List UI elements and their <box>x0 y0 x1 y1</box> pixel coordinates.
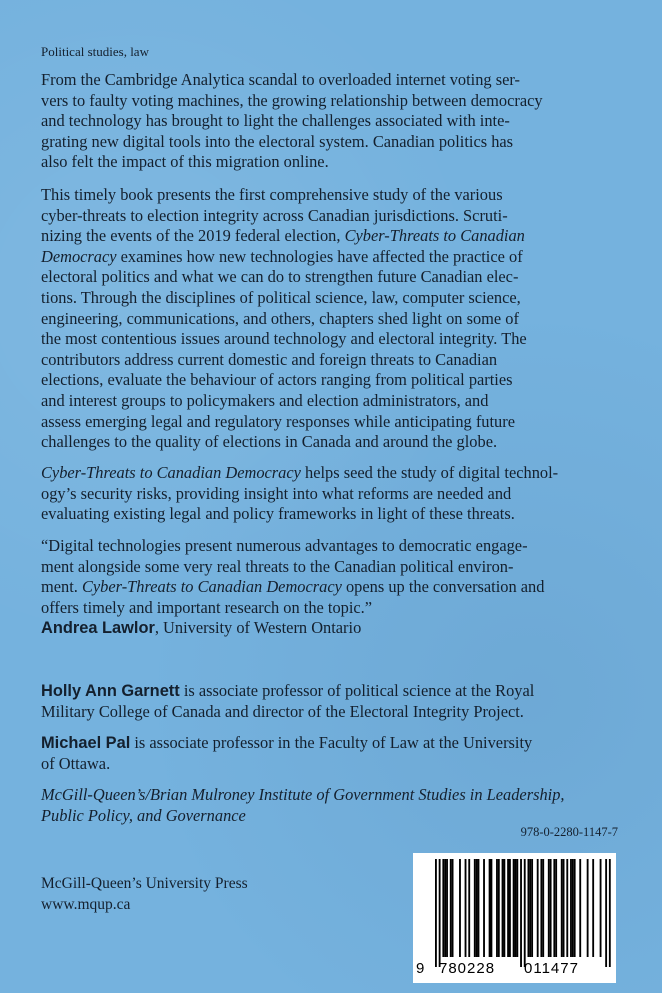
text-line: grating new digital tools into the electoral system. Canadian politics has <box>41 131 514 151</box>
text-line: of Ottawa. <box>41 753 111 773</box>
text-line: cyber-threats to election integrity across Canadian jurisdictions. Scruti- <box>41 205 508 225</box>
barcode-bar <box>459 859 461 957</box>
barcode-bar <box>542 859 544 957</box>
barcode-bar <box>570 859 572 957</box>
description-paragraph-1 <box>41 70 631 173</box>
book-title: Cyber-Threats to Canadian Democracy <box>81 577 342 597</box>
editor-bio-2 <box>41 733 631 774</box>
barcode-bar <box>498 859 500 957</box>
book-title: Cyber-Threats to Canadian <box>344 226 525 246</box>
description-paragraph-3 <box>41 463 631 525</box>
text-line: also felt the impact of this migration online. <box>41 152 329 172</box>
text-line: From the Cambridge Analytica scandal to overloaded internet voting ser- <box>41 70 520 89</box>
text-line: tions. Through the disciplines of political science, law, computer science, <box>41 287 521 307</box>
text-line: assess emerging legal and regulatory responses while anticipating future <box>41 411 515 431</box>
barcode-bar <box>515 859 517 957</box>
barcode-bar <box>489 859 491 957</box>
isbn-number: 978-0-2280-1147-7 <box>520 825 618 839</box>
barcode-bar <box>540 859 542 957</box>
description-paragraph-2 <box>41 185 631 453</box>
barcode-bar <box>529 859 531 957</box>
barcode-bar <box>452 859 454 957</box>
barcode-right-digits: 011477 <box>524 960 579 977</box>
category-label: Political studies, law <box>41 44 149 59</box>
text-line: elections, evaluate the behaviour of actors ranging from political parties <box>41 370 513 390</box>
barcode-bar <box>550 859 552 957</box>
text-line: McGill-Queen’s/Brian Mulroney Institute of Government Studies in Leadership, <box>41 785 565 804</box>
barcode-bar <box>435 859 437 967</box>
barcode-bar <box>537 859 539 957</box>
barcode-bar <box>566 859 568 957</box>
barcode-bar <box>516 859 518 957</box>
text-line: vers to faulty voting machines, the growing relationship between democracy <box>41 90 543 110</box>
barcode-left-digits: 780228 <box>439 960 496 977</box>
barcode-bar <box>502 859 504 957</box>
endorser-name: Andrea Lawlor <box>41 619 155 638</box>
editor-name: Holly Ann Garnett <box>41 682 180 700</box>
barcode-bar <box>442 859 444 957</box>
endorsement-quote <box>41 536 631 639</box>
barcode-bar <box>592 859 594 957</box>
text-line: Public Policy, and Governance <box>41 805 246 825</box>
text-line: ogy’s security risks, providing insight into what reforms are needed and <box>41 483 512 503</box>
publisher-name: McGill-Queen’s University Press <box>41 875 248 892</box>
barcode-bar <box>609 859 611 967</box>
editor-bio-1 <box>41 681 631 722</box>
barcode <box>413 853 616 983</box>
publisher-url: www.mqup.ca <box>41 896 131 913</box>
barcode-bar <box>524 859 526 967</box>
text-line: Cyber-Threats to Canadian Democracy helps seed the study of digital technol- <box>41 463 559 482</box>
barcode-bar <box>561 859 563 957</box>
barcode-bar <box>483 859 485 957</box>
barcode-bar <box>507 859 509 957</box>
barcode-bar <box>531 859 533 957</box>
publisher-block <box>41 873 248 915</box>
editor-name: Michael Pal <box>41 734 131 752</box>
barcode-bar <box>513 859 515 957</box>
text-line: Democracy examines how new technologies have affected the practice of <box>41 246 523 266</box>
barcode-bar <box>563 859 565 957</box>
text-line: evaluating existing legal and policy frameworks in light of these threats. <box>41 504 515 524</box>
barcode-bar <box>587 859 589 957</box>
text-line: and technology has brought to light the challenges associated with inte- <box>41 111 510 131</box>
barcode-bar <box>476 859 478 957</box>
barcode-bar <box>572 859 574 957</box>
barcode-bar <box>503 859 505 957</box>
text-line: electoral politics and what we can do to strengthen future Canadian elec- <box>41 267 519 287</box>
barcode-bar <box>555 859 557 957</box>
barcode-bar <box>520 859 522 967</box>
text-line: engineering, communications, and others, chapters shed light on some of <box>41 308 519 328</box>
barcode-bar <box>474 859 476 957</box>
text-line: This timely book presents the first comprehensive study of the various <box>41 185 503 204</box>
text-line: Michael Pal is associate professor in the Faculty of Law at the University <box>41 733 533 752</box>
barcode-bar <box>579 859 581 957</box>
barcode-bar <box>509 859 511 957</box>
text-line: ment alongside some very real threats to the Canadian political environ- <box>41 556 514 576</box>
barcode-bar <box>465 859 467 957</box>
barcode-bar <box>450 859 452 957</box>
text-line: offers timely and important research on the topic.” <box>41 597 373 617</box>
text-line: nizing the events of the 2019 federal election, Cyber-Threats to Canadian <box>41 226 525 246</box>
text-line: contributors address current domestic and foreign threats to Canadian <box>41 349 498 369</box>
barcode-bar <box>574 859 576 957</box>
barcode-bar <box>491 859 493 957</box>
barcode-bar <box>548 859 550 957</box>
book-title: Cyber-Threats to Canadian Democracy <box>41 463 301 482</box>
text-line: challenges to the quality of elections in Canada and around the globe. <box>41 432 498 452</box>
text-line: “Digital technologies present numerous advantages to democratic engage- <box>41 536 528 555</box>
text-line: Holly Ann Garnett is associate professor of political science at the Royal <box>41 681 535 700</box>
barcode-bar <box>468 859 470 957</box>
barcode-bar <box>496 859 498 957</box>
barcode-bar <box>439 859 441 967</box>
series-statement <box>41 785 631 826</box>
barcode-bar <box>600 859 602 957</box>
endorser-affiliation: , University of Western Ontario <box>154 618 362 638</box>
barcode-bar <box>478 859 480 957</box>
book-title: Democracy <box>41 246 117 266</box>
barcode-bar <box>605 859 607 967</box>
barcode-bar <box>553 859 555 957</box>
text-line: the most contentious issues around technology and electoral integrity. The <box>41 329 527 349</box>
text-line: ment. Cyber-Threats to Canadian Democracy opens up the conversation and <box>41 577 545 597</box>
barcode-bar <box>528 859 530 957</box>
endorser-line <box>41 618 631 639</box>
text-line: Military College of Canada and director of the Electoral Integrity Project. <box>41 701 524 721</box>
barcode-bar <box>444 859 446 957</box>
barcode-bar <box>446 859 448 957</box>
text-line: and interest groups to policymakers and election administrators, and <box>41 390 489 410</box>
barcode-first-digit: 9 <box>416 960 426 977</box>
